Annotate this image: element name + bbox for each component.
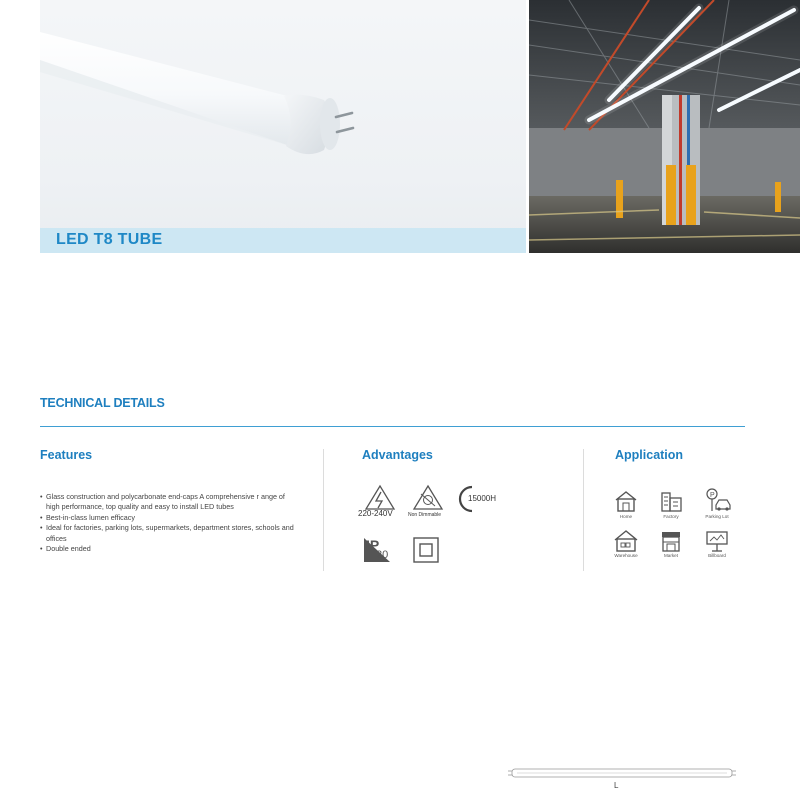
double-insulation-icon <box>413 537 439 563</box>
market-icon <box>651 529 691 553</box>
parking-lot-icon <box>697 487 737 513</box>
ip-number: 20 <box>376 549 389 561</box>
list-item: • Best-in-class lumen efficacy <box>40 513 295 523</box>
voltage-icon <box>362 484 398 512</box>
section-divider <box>40 426 745 427</box>
advantages-heading: Advantages <box>362 448 433 462</box>
application-home <box>606 489 646 518</box>
parking-garage-illustration <box>529 0 800 253</box>
svg-text:P: P <box>710 492 715 499</box>
ip-rating-advantage <box>362 536 394 569</box>
product-title-bar <box>40 228 526 253</box>
voltage-advantage <box>358 484 398 518</box>
application-factory <box>651 489 691 518</box>
application-parking-lot <box>697 487 737 518</box>
home-icon <box>606 489 646 513</box>
application-market <box>651 529 691 558</box>
length-label: L <box>614 781 619 790</box>
section-title: TECHNICAL DETAILS <box>40 396 165 410</box>
tube-dimension-drawing <box>505 765 745 783</box>
application-label: Market <box>663 553 679 558</box>
application-billboard <box>697 529 737 558</box>
parking-garage-photo <box>529 0 800 253</box>
application-label: Home <box>619 514 633 519</box>
list-item: • Glass construction and polycarbonate end-caps A comprehensive r ange of high performance, top quality and easy to install LED tubes <box>40 492 295 513</box>
ip-letters: IP <box>366 537 380 553</box>
application-label: Parking Lot <box>705 514 729 519</box>
billboard-icon <box>697 529 737 553</box>
features-list <box>40 492 295 554</box>
list-item: • Ideal for factories, parking lots, supermarkets, department stores, schools and offices <box>40 523 295 544</box>
product-hero-image <box>40 0 526 253</box>
voltage-label: 220-240V <box>358 509 393 518</box>
features-heading: Features <box>40 448 93 462</box>
product-title: LED T8 TUBE <box>56 231 163 248</box>
column-divider <box>583 449 584 571</box>
application-heading: Application <box>615 448 684 462</box>
application-label: Billboard <box>708 553 726 558</box>
application-label: Warehouse <box>614 553 638 558</box>
dimming-advantage <box>410 484 446 517</box>
double-insulation-advantage <box>413 537 439 568</box>
led-tube-illustration <box>40 0 526 253</box>
column-divider <box>323 449 324 571</box>
list-item: • Double ended <box>40 544 295 554</box>
lifetime-advantage <box>458 484 497 519</box>
dimming-label: Non Dimmable <box>408 512 442 518</box>
application-label: Factory <box>663 514 679 519</box>
warehouse-icon <box>606 529 646 553</box>
lifetime-label: 15000H <box>468 494 497 503</box>
factory-icon <box>651 489 691 513</box>
application-warehouse <box>606 529 646 558</box>
non-dimmable-icon <box>410 484 446 512</box>
